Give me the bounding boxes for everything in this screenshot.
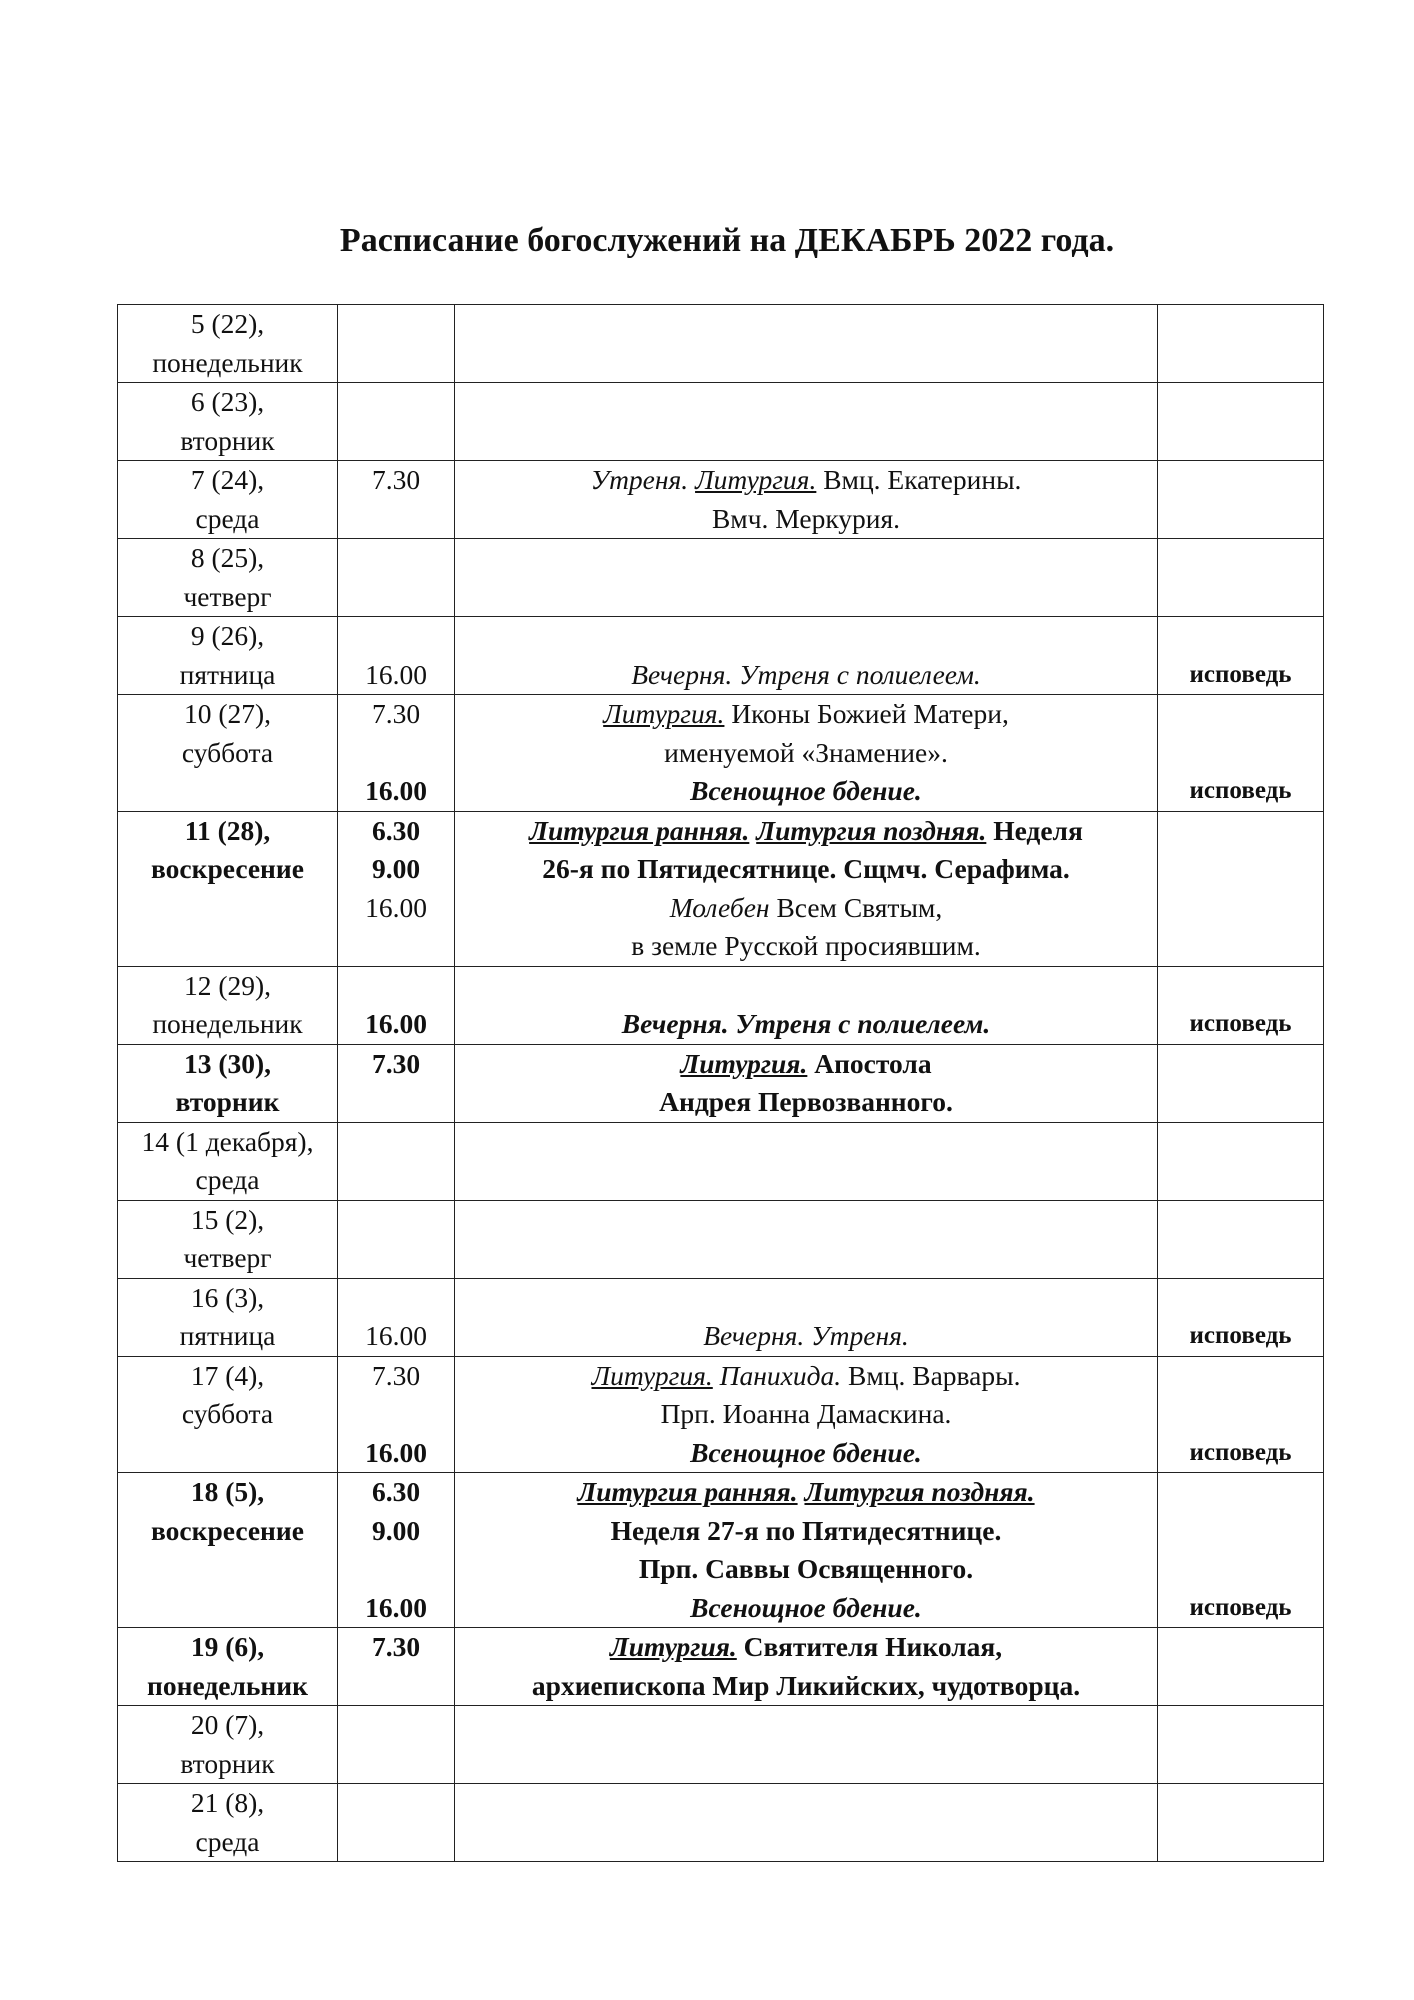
day-line bbox=[122, 1395, 333, 1434]
text-segment: Литургия ранняя. bbox=[577, 1476, 798, 1507]
text-segment: 20 (7), bbox=[190, 1709, 265, 1740]
table-row bbox=[118, 1356, 1324, 1473]
service-line bbox=[459, 967, 1153, 1006]
day-cell bbox=[118, 1473, 338, 1628]
day-cell bbox=[118, 461, 338, 539]
text-segment: вторник bbox=[180, 1747, 275, 1779]
text-segment: суббота bbox=[181, 1398, 274, 1429]
time-line bbox=[342, 617, 450, 656]
confession-cell bbox=[1158, 1200, 1324, 1278]
text-segment: понедельник bbox=[152, 1008, 303, 1039]
text-segment: Литургия поздняя. bbox=[804, 1476, 1035, 1507]
service-line bbox=[459, 1045, 1153, 1084]
day-line bbox=[122, 1784, 333, 1823]
service-cell bbox=[455, 1356, 1158, 1473]
service-line bbox=[459, 850, 1153, 889]
service-line bbox=[459, 734, 1153, 773]
text-segment: 13 (30), bbox=[183, 1047, 272, 1079]
time-cell bbox=[338, 1784, 455, 1862]
day-line bbox=[122, 1201, 333, 1240]
day-line bbox=[122, 1161, 333, 1200]
text-segment: 26-я по Пятидесятнице. Сщмч. Серафима. bbox=[542, 853, 1070, 884]
day-line bbox=[122, 1512, 333, 1551]
service-line bbox=[459, 1589, 1153, 1628]
day-cell bbox=[118, 305, 338, 383]
text-segment: Молебен bbox=[669, 891, 770, 923]
day-line bbox=[122, 422, 333, 461]
text-segment: суббота bbox=[181, 736, 274, 768]
day-line bbox=[122, 1745, 333, 1784]
confession-cell bbox=[1158, 1784, 1324, 1862]
time-cell bbox=[338, 1356, 455, 1473]
time-line bbox=[342, 1628, 450, 1667]
day-line bbox=[122, 1317, 333, 1356]
text-segment: воскресение bbox=[151, 1514, 304, 1546]
text-segment: среда bbox=[195, 1164, 260, 1195]
confession-cell bbox=[1158, 1473, 1324, 1628]
schedule-table bbox=[117, 304, 1324, 1862]
time-cell bbox=[338, 617, 455, 695]
confession-cell bbox=[1158, 695, 1324, 812]
text-segment: Литургия. bbox=[591, 1359, 713, 1391]
day-line bbox=[122, 1823, 333, 1862]
table-row bbox=[118, 966, 1324, 1044]
text-segment: 6.30 bbox=[371, 814, 421, 846]
time-line bbox=[342, 1357, 450, 1396]
day-line bbox=[122, 1279, 333, 1318]
day-cell bbox=[118, 1200, 338, 1278]
table-row bbox=[118, 617, 1324, 695]
text-segment: Литургия. bbox=[609, 1631, 737, 1662]
service-line bbox=[459, 1434, 1153, 1473]
confession-cell bbox=[1158, 1706, 1324, 1784]
text-segment: Вмц. Варвары. bbox=[841, 1359, 1021, 1391]
text-segment: среда bbox=[195, 502, 260, 534]
day-line bbox=[122, 1667, 333, 1706]
day-line bbox=[122, 967, 333, 1006]
day-line bbox=[122, 695, 333, 734]
service-line bbox=[459, 1473, 1153, 1512]
day-cell bbox=[118, 1628, 338, 1706]
text-segment bbox=[713, 1360, 720, 1391]
day-line bbox=[122, 539, 333, 578]
text-segment: Всенощное бдение. bbox=[690, 1436, 922, 1468]
table-row bbox=[118, 383, 1324, 461]
service-line bbox=[459, 1550, 1153, 1589]
text-segment: Апостола bbox=[807, 1047, 932, 1079]
text-segment: Вечерня. Утреня с полиелеем. bbox=[621, 1008, 991, 1039]
text-segment: четверг bbox=[183, 580, 272, 612]
text-segment: Всем Святым, bbox=[769, 891, 943, 923]
text-segment: именуемой «Знамение». bbox=[664, 736, 948, 768]
confession-cell bbox=[1158, 461, 1324, 539]
text-segment: 16.00 bbox=[365, 1436, 427, 1468]
time-cell bbox=[338, 461, 455, 539]
service-line bbox=[459, 1628, 1153, 1667]
confession-cell bbox=[1158, 383, 1324, 461]
text-segment: 7.30 bbox=[371, 698, 421, 729]
confession-label: исповедь bbox=[1189, 777, 1292, 804]
service-cell bbox=[455, 305, 1158, 383]
day-cell bbox=[118, 695, 338, 812]
confession-cell bbox=[1158, 305, 1324, 383]
table-row bbox=[118, 539, 1324, 617]
service-cell bbox=[455, 1044, 1158, 1122]
text-segment: 16.00 bbox=[365, 1008, 427, 1039]
text-segment: понедельник bbox=[147, 1669, 308, 1701]
service-cell bbox=[455, 966, 1158, 1044]
confession-cell bbox=[1158, 1356, 1324, 1473]
service-cell bbox=[455, 811, 1158, 966]
service-line bbox=[459, 1279, 1153, 1318]
text-segment: 10 (27), bbox=[183, 698, 272, 729]
day-line bbox=[122, 383, 333, 422]
text-segment: в земле Русской просиявшим. bbox=[631, 930, 981, 961]
table-row bbox=[118, 1628, 1324, 1706]
text-segment: Литургия ранняя. bbox=[529, 814, 750, 846]
day-line bbox=[122, 850, 333, 889]
text-segment: Всенощное бдение. bbox=[690, 1591, 922, 1623]
day-line bbox=[122, 305, 333, 344]
text-segment: 7.30 bbox=[371, 1047, 421, 1079]
confession-cell bbox=[1158, 966, 1324, 1044]
service-line bbox=[459, 1395, 1153, 1434]
table-row bbox=[118, 1278, 1324, 1356]
time-line bbox=[342, 734, 450, 773]
text-segment: Вечерня. Утреня с полиелеем. bbox=[631, 658, 981, 690]
service-cell bbox=[455, 1200, 1158, 1278]
text-segment: вторник bbox=[175, 1086, 280, 1117]
time-line bbox=[342, 500, 450, 539]
day-line bbox=[122, 617, 333, 656]
time-cell bbox=[338, 1278, 455, 1356]
text-segment: Панихида. bbox=[719, 1359, 842, 1391]
time-line bbox=[342, 1317, 450, 1356]
text-segment: 7.30 bbox=[371, 464, 421, 495]
table-row bbox=[118, 305, 1324, 383]
day-line bbox=[122, 578, 333, 617]
time-line bbox=[342, 1279, 450, 1318]
text-segment: 9.00 bbox=[371, 1514, 421, 1546]
day-line bbox=[122, 734, 333, 773]
text-segment: Вечерня. Утреня. bbox=[703, 1320, 909, 1351]
text-segment: 6 (23), bbox=[190, 386, 265, 417]
time-cell bbox=[338, 1628, 455, 1706]
text-segment: 16.00 bbox=[365, 775, 427, 806]
text-segment: Андрея Первозванного. bbox=[659, 1086, 953, 1117]
time-cell bbox=[338, 1706, 455, 1784]
day-line bbox=[122, 1706, 333, 1745]
text-segment: Утреня. bbox=[590, 464, 689, 495]
day-line bbox=[122, 1005, 333, 1044]
confession-cell bbox=[1158, 1278, 1324, 1356]
text-segment: четверг bbox=[183, 1242, 272, 1273]
day-line bbox=[122, 344, 333, 383]
day-cell bbox=[118, 383, 338, 461]
text-segment: 16.00 bbox=[365, 1591, 427, 1623]
text-segment: Всенощное бдение. bbox=[690, 775, 922, 806]
service-line bbox=[459, 1512, 1153, 1551]
service-cell bbox=[455, 1784, 1158, 1862]
service-line bbox=[459, 656, 1153, 695]
table-row bbox=[118, 1044, 1324, 1122]
service-cell bbox=[455, 1628, 1158, 1706]
text-segment: среда bbox=[195, 1825, 260, 1857]
service-cell bbox=[455, 539, 1158, 617]
day-cell bbox=[118, 966, 338, 1044]
text-segment: 9.00 bbox=[371, 853, 421, 884]
time-line bbox=[342, 850, 450, 889]
table-row bbox=[118, 1706, 1324, 1784]
time-cell bbox=[338, 1122, 455, 1200]
text-segment: 12 (29), bbox=[183, 969, 272, 1001]
time-cell bbox=[338, 1473, 455, 1628]
day-line bbox=[122, 461, 333, 500]
day-line bbox=[122, 1239, 333, 1278]
service-cell bbox=[455, 1706, 1158, 1784]
service-line bbox=[459, 772, 1153, 811]
service-line bbox=[459, 927, 1153, 966]
text-segment: Прп. Иоанна Дамаскина. bbox=[660, 1398, 952, 1429]
text-segment: 21 (8), bbox=[190, 1787, 265, 1818]
day-line bbox=[122, 1473, 333, 1512]
time-cell bbox=[338, 695, 455, 812]
service-line bbox=[459, 1667, 1153, 1706]
table-row bbox=[118, 695, 1324, 812]
time-line bbox=[342, 1005, 450, 1044]
text-segment: 19 (6), bbox=[190, 1631, 265, 1662]
text-segment: 16.00 bbox=[365, 1320, 427, 1351]
text-segment: Иконы Божией Матери, bbox=[724, 698, 1009, 729]
day-line bbox=[122, 1045, 333, 1084]
day-cell bbox=[118, 1044, 338, 1122]
time-cell bbox=[338, 383, 455, 461]
text-segment: Вмц. Екатерины. bbox=[816, 464, 1022, 495]
time-line bbox=[342, 1589, 450, 1628]
confession-cell bbox=[1158, 811, 1324, 966]
service-line bbox=[459, 889, 1153, 928]
time-line bbox=[342, 967, 450, 1006]
day-line bbox=[122, 1628, 333, 1667]
text-segment: Прп. Саввы Освященного. bbox=[638, 1553, 974, 1584]
service-cell bbox=[455, 695, 1158, 812]
service-line bbox=[459, 695, 1153, 734]
confession-cell bbox=[1158, 1628, 1324, 1706]
text-segment: 5 (22), bbox=[190, 308, 265, 339]
service-cell bbox=[455, 383, 1158, 461]
text-segment: архиепископа Мир Ликийских, чудотворца. bbox=[531, 1669, 1081, 1701]
service-cell bbox=[455, 1122, 1158, 1200]
time-line bbox=[342, 695, 450, 734]
text-segment: 16 (3), bbox=[190, 1281, 265, 1313]
time-line bbox=[342, 1667, 450, 1706]
text-segment: Неделя bbox=[986, 814, 1083, 846]
confession-label: исповедь bbox=[1189, 660, 1292, 688]
day-cell bbox=[118, 811, 338, 966]
text-segment: пятница bbox=[179, 658, 276, 690]
text-segment: 16.00 bbox=[365, 658, 427, 690]
confession-label: исповедь bbox=[1189, 1593, 1292, 1621]
text-segment: Неделя 27-я по Пятидесятнице. bbox=[610, 1514, 1002, 1546]
time-line bbox=[342, 461, 450, 500]
service-line bbox=[459, 1005, 1153, 1044]
service-line bbox=[459, 1357, 1153, 1396]
day-line bbox=[122, 1357, 333, 1396]
table-row bbox=[118, 1122, 1324, 1200]
table-row bbox=[118, 461, 1324, 539]
table-row bbox=[118, 811, 1324, 966]
confession-label: исповедь bbox=[1189, 1322, 1292, 1349]
service-line bbox=[459, 500, 1153, 539]
day-line bbox=[122, 1083, 333, 1122]
time-line bbox=[342, 656, 450, 695]
text-segment: 9 (26), bbox=[190, 620, 265, 651]
text-segment: воскресение bbox=[151, 853, 304, 884]
service-line bbox=[459, 1083, 1153, 1122]
confession-cell bbox=[1158, 539, 1324, 617]
day-line bbox=[122, 1123, 333, 1162]
text-segment: 15 (2), bbox=[190, 1203, 265, 1235]
service-line bbox=[459, 812, 1153, 851]
service-cell bbox=[455, 1473, 1158, 1628]
text-segment: понедельник bbox=[152, 346, 303, 378]
text-segment: Святителя Николая, bbox=[736, 1631, 1003, 1662]
service-line bbox=[459, 461, 1153, 500]
time-cell bbox=[338, 305, 455, 383]
confession-label: исповедь bbox=[1189, 1010, 1292, 1037]
time-cell bbox=[338, 539, 455, 617]
text-segment: 7.30 bbox=[371, 1359, 421, 1391]
time-line bbox=[342, 772, 450, 811]
time-line bbox=[342, 889, 450, 928]
time-cell bbox=[338, 811, 455, 966]
confession-cell bbox=[1158, 1122, 1324, 1200]
service-cell bbox=[455, 617, 1158, 695]
day-line bbox=[122, 812, 333, 851]
text-segment: Литургия. bbox=[695, 464, 817, 495]
text-segment: Вмч. Меркурия. bbox=[711, 502, 901, 534]
text-segment: 7 (24), bbox=[190, 464, 265, 495]
text-segment: Литургия. bbox=[680, 1047, 808, 1079]
schedule-body bbox=[118, 305, 1324, 1862]
time-line bbox=[342, 1045, 450, 1084]
confession-cell bbox=[1158, 1044, 1324, 1122]
text-segment: пятница bbox=[179, 1320, 276, 1351]
text-segment: вторник bbox=[180, 424, 275, 456]
time-cell bbox=[338, 966, 455, 1044]
day-cell bbox=[118, 617, 338, 695]
time-line bbox=[342, 1434, 450, 1473]
text-segment: 16.00 bbox=[365, 891, 427, 923]
day-cell bbox=[118, 1278, 338, 1356]
day-cell bbox=[118, 1784, 338, 1862]
day-line bbox=[122, 500, 333, 539]
service-cell bbox=[455, 1278, 1158, 1356]
time-line bbox=[342, 1395, 450, 1434]
day-cell bbox=[118, 539, 338, 617]
service-line bbox=[459, 1317, 1153, 1356]
text-segment: Литургия. bbox=[603, 698, 725, 729]
text-segment: 18 (5), bbox=[190, 1476, 265, 1507]
table-row bbox=[118, 1200, 1324, 1278]
text-segment: 17 (4), bbox=[190, 1359, 265, 1391]
page-title: Расписание богослужений на ДЕКАБРЬ 2022 года. bbox=[339, 222, 1115, 259]
time-line bbox=[342, 1550, 450, 1589]
text-segment: 8 (25), bbox=[190, 542, 265, 573]
service-line bbox=[459, 617, 1153, 656]
text-segment: Литургия поздняя. bbox=[756, 814, 987, 846]
text-segment: 6.30 bbox=[371, 1476, 421, 1507]
day-cell bbox=[118, 1122, 338, 1200]
text-segment: 14 (1 декабря), bbox=[141, 1125, 314, 1157]
table-row bbox=[118, 1784, 1324, 1862]
confession-cell bbox=[1158, 617, 1324, 695]
time-line bbox=[342, 812, 450, 851]
time-line bbox=[342, 1512, 450, 1551]
time-line bbox=[342, 1473, 450, 1512]
time-cell bbox=[338, 1044, 455, 1122]
table-row bbox=[118, 1473, 1324, 1628]
text-segment: 7.30 bbox=[371, 1631, 421, 1662]
day-cell bbox=[118, 1706, 338, 1784]
confession-label: исповедь bbox=[1189, 1438, 1292, 1466]
text-segment: 11 (28), bbox=[184, 814, 271, 846]
day-line bbox=[122, 656, 333, 695]
time-cell bbox=[338, 1200, 455, 1278]
service-cell bbox=[455, 461, 1158, 539]
day-cell bbox=[118, 1356, 338, 1473]
time-line bbox=[342, 1083, 450, 1122]
